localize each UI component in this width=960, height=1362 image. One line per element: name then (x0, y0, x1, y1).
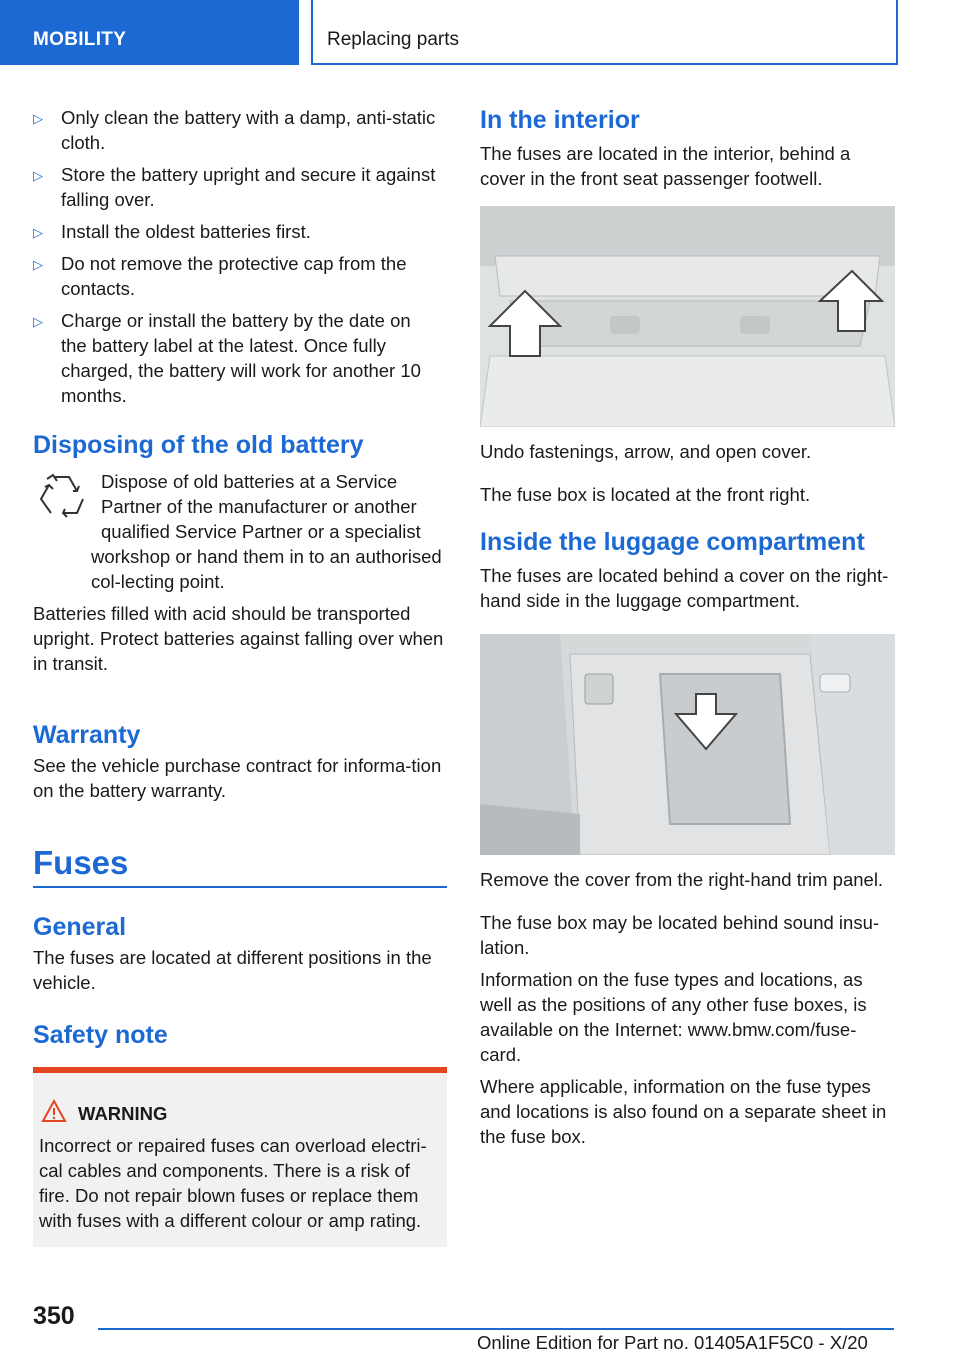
interior-heading: In the interior (480, 106, 640, 134)
luggage-caption-2: The fuse box may be located behind sound insu-lation. (480, 912, 880, 958)
edition-text: Online Edition for Part no. 01405A1F5C0 - X/20 (477, 1332, 868, 1353)
section-tab (0, 0, 299, 65)
luggage-heading: Inside the luggage compartment (480, 528, 865, 556)
chapter-tab (311, 0, 898, 65)
luggage-caption-4: Where applicable, information on the fuse types and locations is also found on a separate sheet in the fuse box. (480, 1076, 887, 1147)
warranty-heading: Warranty (33, 721, 141, 749)
page-number: 350 (33, 1302, 75, 1330)
luggage-text: The fuses are located behind a cover on the right-hand side in the luggage compartment. (480, 565, 889, 611)
warning-label: WARNING (78, 1103, 168, 1124)
section-label: MOBILITY (33, 29, 127, 50)
luggage-caption-1: Remove the cover from the right-hand trim panel. (480, 869, 884, 890)
interior-caption-1: Undo fastenings, arrow, and open cover. (480, 441, 812, 462)
bullet-triangle-icon: ▷ (33, 168, 43, 183)
list-item: ▷ Install the oldest batteries first. (33, 219, 449, 244)
warning-text: Incorrect or repaired fuses can overload electri-cal cables and components. There is a risk of fire. Do not repair blown fuses or replace them with fuses with a different colour or amp rating. (39, 1135, 427, 1231)
general-section (33, 912, 449, 1050)
luggage-cover-illustration (480, 634, 895, 855)
recycling-icon (33, 469, 91, 527)
safety-heading: Safety note (33, 1021, 168, 1049)
disposing-text: Dispose of old batteries at a Service Partner of the manufacturer or another qualified Service Partner or a specialist workshop or hand them in to an authorised col-lecting point. (91, 471, 442, 592)
interior-caption-2: The fuse box is located at the front right. (480, 484, 811, 505)
luggage-captions (480, 867, 896, 1149)
fuses-divider (33, 886, 447, 888)
fuses-heading: Fuses (33, 844, 129, 881)
left-column (33, 105, 449, 883)
interior-figure (480, 206, 895, 427)
list-item: ▷ Only clean the battery with a damp, anti-static cloth. (33, 107, 436, 153)
list-item: ▷ Charge or install the battery by the date on the battery label at the latest. Once fully charged, the battery will work for another 10 months. (33, 310, 421, 406)
footer-divider (98, 1328, 894, 1330)
interior-captions (480, 439, 896, 613)
warranty-text: See the vehicle purchase contract for informa-tion on the battery warranty. (33, 755, 442, 801)
interior-text: The fuses are located in the interior, behind a cover in the front seat passenger footwell. (480, 143, 851, 189)
bullet-triangle-icon: ▷ (33, 314, 43, 329)
bullet-triangle-icon: ▷ (33, 111, 43, 126)
luggage-figure (480, 634, 895, 855)
interior-section (480, 105, 896, 191)
bullet-triangle-icon: ▷ (33, 225, 43, 240)
general-heading: General (33, 913, 127, 941)
list-item: ▷ Store the battery upright and secure it against falling over. (33, 164, 436, 210)
bullet-triangle-icon: ▷ (33, 257, 43, 272)
chapter-label: Replacing parts (327, 29, 460, 50)
disposing-heading: Disposing of the old battery (33, 431, 364, 459)
general-text: The fuses are located at different positions in the vehicle. (33, 947, 432, 993)
disposing-text-2: Batteries filled with acid should be transported upright. Protect batteries against falling over when in transit. (33, 603, 444, 674)
footwell-cover-illustration (480, 206, 895, 427)
warning-triangle-icon (41, 1099, 67, 1123)
list-item: ▷ Do not remove the protective cap from the contacts. (33, 253, 407, 299)
luggage-caption-3: Information on the fuse types and locations, as well as the positions of any other fuse boxes, is available on the Internet: www.bmw.com/fuse-card. (480, 969, 867, 1065)
warning-box (33, 1067, 447, 1247)
